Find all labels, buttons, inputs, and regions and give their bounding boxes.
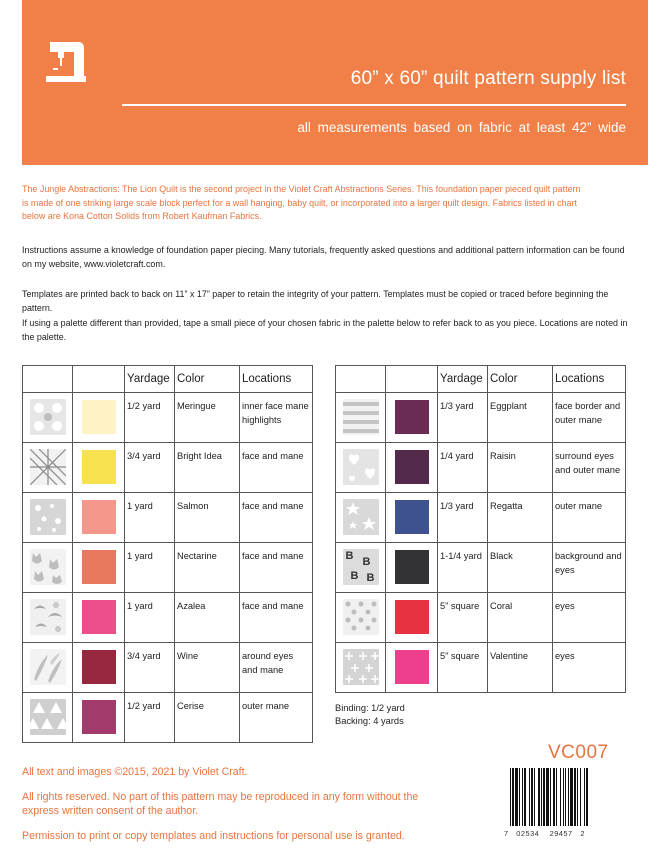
color-swatch [82,400,116,434]
sewing-machine-icon [44,38,88,86]
yardage-cell: 3/4 yard [125,443,175,493]
table-row [23,443,313,493]
yardage-cell: 1/2 yard [125,693,175,743]
locations-cell: inner face mane highlights [240,393,313,443]
header-swatch-cell [73,366,125,393]
barcode-bar [580,768,581,826]
color-swatch [395,550,429,584]
color-cell: Bright Idea [175,443,240,493]
instructions-paragraph: Instructions assume a knowledge of foundation paper piecing. Many tutorials, frequently asked questions and additional pattern information can be found on my website, www.violetcraft.com. [22,245,625,270]
locations-cell: face border and outer mane [553,393,626,443]
color-swatch [395,500,429,534]
binding-note: Binding: 1/2 yard [335,703,405,713]
swatch-cell [386,443,438,493]
stars-pattern-icon [343,499,379,535]
yardage-cell: 1/4 yard [438,443,488,493]
color-swatch [82,650,116,684]
color-cell: Azalea [175,593,240,643]
barcode-bar [529,768,530,826]
header-locations: Locations [240,366,313,393]
binding-backing-notes [335,702,405,728]
right-supply-table [335,365,626,693]
backing-note: Backing: 4 yards [335,716,404,726]
color-swatch [82,500,116,534]
swatch-cell [386,643,438,693]
barcode-bar [512,768,514,826]
yardage-cell: 5” square [438,643,488,693]
locations-cell: outer mane [553,493,626,543]
color-cell: Coral [488,593,553,643]
table-row [336,443,626,493]
page-subtitle: all measurements based on fabric at least 42” wide [297,120,626,135]
swatch-cell [386,593,438,643]
barcode-bar [550,768,551,826]
swatch-cell [73,643,125,693]
header-fabric-cell [23,366,73,393]
locations-cell: face and mane [240,543,313,593]
color-cell: Raisin [488,443,553,493]
yardage-cell: 1 yard [125,593,175,643]
locations-cell: outer mane [240,693,313,743]
header-yardage: Yardage [438,366,488,393]
table-row [336,493,626,543]
locations-cell: around eyes and mane [240,643,313,693]
permission-text: Permission to print or copy templates and instructions for personal use is granted. [22,830,405,842]
barcode-bar [524,768,526,826]
locations-cell: surround eyes and outer mane [553,443,626,493]
polka-dots-pattern-icon [343,599,379,635]
swatch-cell [73,543,125,593]
locations-cell: face and mane [240,593,313,643]
color-cell: Salmon [175,493,240,543]
locations-cell: eyes [553,643,626,693]
barcode-bar [570,768,573,826]
barcode-bar [541,768,542,826]
barcode-bar [577,768,578,826]
palette-paragraph: If using a palette different than provided, tape a small piece of your chosen fabric in the palette below to refer back to as you piece. Locations are noted in the palette. [22,318,628,343]
color-cell: Wine [175,643,240,693]
swatch-cell [386,393,438,443]
fabric-cell [23,643,73,693]
header-band [22,0,648,165]
locations-cell: eyes [553,593,626,643]
stripes-pattern-icon [343,399,379,435]
table-row [23,693,313,743]
swatch-cell [386,493,438,543]
header-fabric-cell [336,366,386,393]
circles-pattern-icon [30,399,66,435]
barcode-bar [563,768,564,826]
barcode-check-digit: 2 [580,829,585,838]
header-swatch-cell [386,366,438,393]
table-row [23,593,313,643]
fabric-cell [23,493,73,543]
locations-cell: background and eyes [553,543,626,593]
fabric-cell [336,643,386,693]
color-swatch [82,700,116,734]
fabric-cell [336,393,386,443]
barcode-bar [531,768,533,826]
table-row [336,593,626,643]
locations-cell: face and mane [240,493,313,543]
left-supply-table [22,365,313,743]
crosses-pattern-icon [343,649,379,685]
page-title: 60” x 60” quilt pattern supply list [350,68,626,89]
table-row [23,543,313,593]
color-swatch [395,400,429,434]
color-swatch [395,450,429,484]
color-swatch [82,600,116,634]
table-header-row [23,366,313,393]
barcode-bar [510,768,511,826]
feathers-pattern-icon [30,649,66,685]
yardage-cell: 1/3 yard [438,493,488,543]
triangles-pattern-icon [30,699,66,735]
swatch-cell [73,693,125,743]
barcode-bar [556,768,557,826]
swatch-cell [73,443,125,493]
table-row [336,543,626,593]
barcode-bar [515,768,518,826]
barcode-bar [543,768,545,826]
barcode-bar [546,768,549,826]
barcode-bar [534,768,535,826]
barcode-icon [508,768,626,826]
swatch-cell [73,593,125,643]
color-cell: Eggplant [488,393,553,443]
fabric-cell [23,543,73,593]
barcode-bar [553,768,555,826]
swatch-cell [386,543,438,593]
color-cell: Meringue [175,393,240,443]
header-divider [122,104,626,106]
yardage-cell: 1 yard [125,493,175,543]
color-cell: Black [488,543,553,593]
color-swatch [82,550,116,584]
color-cell: Cerise [175,693,240,743]
fabric-cell [336,543,386,593]
table-header-row [336,366,626,393]
hearts-pattern-icon [343,449,379,485]
barcode-bar [565,768,566,826]
yardage-cell: 1/3 yard [438,393,488,443]
barcode-bar [560,768,561,826]
intro-paragraph: The Jungle Abstractions: The Lion Quilt is the second project in the Violet Craft Abstractions Series. This foundation paper pieced quilt pattern is made of one striking large scale block perfect for a wall hanging, baby quilt, or incorporated into a larger quilt design. Fabrics listed in chart below are Kona Cotton Solids from Robert Kaufman Fabrics. [22,184,581,223]
fabric-cell [23,443,73,493]
color-swatch [395,600,429,634]
barcode-bar [586,768,588,826]
fabric-cell [23,593,73,643]
fabric-cell [23,693,73,743]
color-cell: Valentine [488,643,553,693]
table-row [336,643,626,693]
barcode-bar [522,768,523,826]
barcode-bar [538,768,540,826]
dots-pattern-icon [30,499,66,535]
swatch-cell [73,493,125,543]
header-locations: Locations [553,366,626,393]
barcode-bar [584,768,585,826]
table-row [336,393,626,443]
swatch-cell [73,393,125,443]
yardage-cell: 3/4 yard [125,643,175,693]
letters-pattern-icon: B B B B [343,549,379,585]
barcode-bar [574,768,576,826]
header-color: Color [488,366,553,393]
barcode-lead-digit: 7 [504,829,509,838]
header-color: Color [175,366,240,393]
yardage-cell: 1 yard [125,543,175,593]
yardage-cell: 1-1/4 yard [438,543,488,593]
table-row [23,393,313,443]
copyright-text: All text and images ©2015, 2021 by Violet Craft. [22,766,248,778]
color-swatch [395,650,429,684]
pattern-code: VC007 [548,742,609,763]
barcode-left-digits: 02534 [516,829,540,838]
table-row [23,643,313,693]
color-cell: Regatta [488,493,553,543]
cats-pattern-icon [30,549,66,585]
fabric-cell [336,593,386,643]
geometric-pattern-icon [30,449,66,485]
fabric-cell [23,393,73,443]
fabric-cell [336,443,386,493]
yardage-cell: 5” square [438,593,488,643]
locations-cell: face and mane [240,443,313,493]
barcode-bar [568,768,569,826]
color-swatch [82,450,116,484]
barcode-digits [504,829,585,838]
yardage-cell: 1/2 yard [125,393,175,443]
header-yardage: Yardage [125,366,175,393]
barcode-right-digits: 29457 [549,829,573,838]
barcode-bar [519,768,520,826]
birds-pattern-icon [30,599,66,635]
templates-paragraph: Templates are printed back to back on 11” x 17” paper to retain the integrity of your pattern. Templates must be copied or traced before beginning the pattern. [22,289,609,314]
table-row [23,493,313,543]
rights-text: All rights reserved. No part of this pattern may be reproduced in any form without the express written consent of the author. [22,791,419,817]
fabric-cell [336,493,386,543]
color-cell: Nectarine [175,543,240,593]
